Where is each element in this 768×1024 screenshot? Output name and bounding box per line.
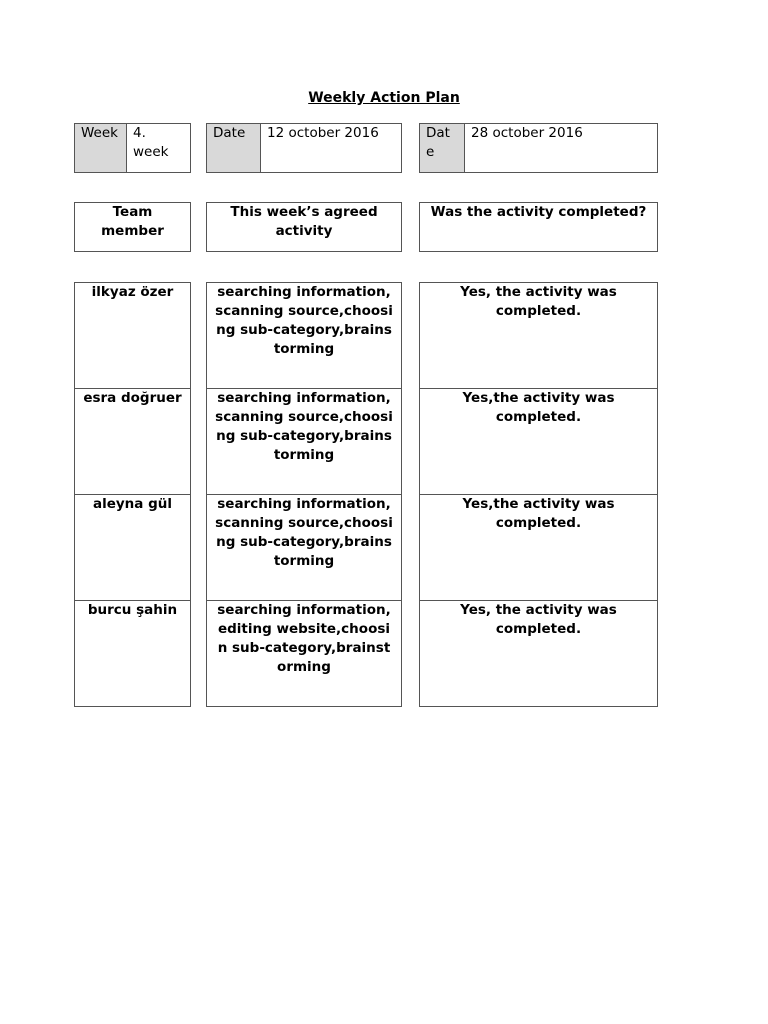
- due-date-value: 28 october 2016: [471, 125, 583, 141]
- activity-cell: [206, 282, 402, 389]
- week-box: [74, 123, 191, 173]
- activity-cell: [206, 388, 402, 495]
- date-value: 12 october 2016: [267, 125, 379, 141]
- header-completed: Was the activity completed?: [419, 202, 658, 252]
- date-label: Date: [207, 124, 261, 172]
- header-agreed-activity: This week’s agreed activity: [206, 202, 402, 252]
- due-date-label: Date: [420, 124, 465, 172]
- due-date-box: [419, 123, 658, 173]
- activity-text: searching information,scanning source,choosing sub-category,brainstorming: [215, 496, 393, 569]
- completed-cell: [419, 282, 658, 389]
- table-row: [74, 494, 191, 601]
- activity-cell: [206, 600, 402, 707]
- completed-cell: [419, 388, 658, 495]
- member-name: esra doğruer: [83, 390, 182, 406]
- activity-text: searching information,scanning source,choosing sub-category,brainstorming: [215, 390, 393, 463]
- activity-text: searching information,scanning source,choosing sub-category,brainstorming: [215, 284, 393, 357]
- table-row: [74, 388, 191, 495]
- week-label: Week: [75, 124, 127, 172]
- completed-text: Yes, the activity was completed.: [460, 284, 617, 319]
- member-name: ilkyaz özer: [91, 284, 174, 300]
- completed-text: Yes, the activity was completed.: [460, 602, 617, 637]
- table-row: [74, 600, 191, 707]
- completed-text: Yes,the activity was completed.: [462, 390, 615, 425]
- member-name: burcu şahin: [87, 602, 178, 618]
- activity-text: searching information,editing website,choosin sub-category,brainstorming: [217, 602, 391, 675]
- week-value: 4. week: [133, 125, 169, 160]
- table-row: [74, 282, 191, 389]
- activity-cell: [206, 494, 402, 601]
- date-box: [206, 123, 402, 173]
- completed-cell: [419, 600, 658, 707]
- completed-text: Yes,the activity was completed.: [462, 496, 615, 531]
- header-team-member: Team member: [74, 202, 191, 252]
- completed-cell: [419, 494, 658, 601]
- page-title: Weekly Action Plan: [308, 90, 460, 106]
- member-name: aleyna gül: [92, 496, 173, 512]
